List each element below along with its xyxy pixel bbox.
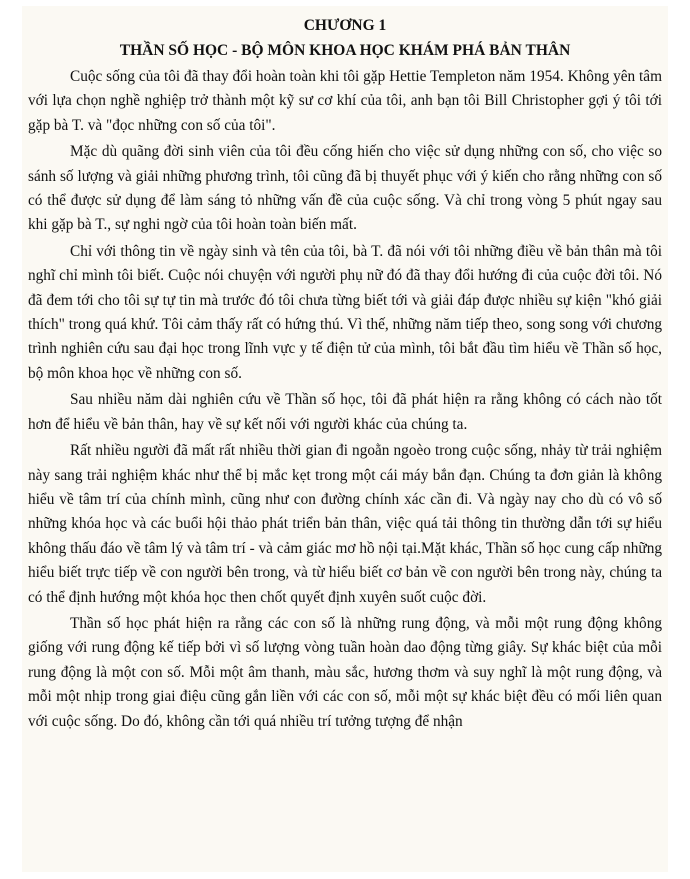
chapter-title: THẦN SỐ HỌC - BỘ MÔN KHOA HỌC KHÁM PHÁ BẢN THÂN xyxy=(119,42,571,59)
document-page xyxy=(22,6,668,872)
paragraph: Chỉ với thông tin về ngày sinh và tên của tôi, bà T. đã nói với tôi những điều về bản thân mà tôi nghĩ chỉ mình tôi biết. Cuộc nói chuyện với người phụ nữ đó đã thay đổi hướng đi của cuộc đời tôi. Nó đã đem tới cho tôi sự tự tin mà trước đó tôi chưa từng biết tới và giải đáp được nhiều sự kiện "khó giải thích" trong quá khứ. Tôi cảm thấy rất có hứng thú. Vì thế, những năm tiếp theo, song song với chương trình nghiên cứu sau đại học trong lĩnh vực y tế điện tử của mình, tôi bắt đầu tìm hiểu về Thần số học, bộ môn khoa học về những con số. xyxy=(28,242,662,382)
paragraph: Sau nhiều năm dài nghiên cứu về Thần số học, tôi đã phát hiện ra rằng không có cách nào tốt hơn để hiểu về bản thân, hay về sự kết nối với người khác của chúng ta. xyxy=(28,391,662,433)
paragraph: Rất nhiều người đã mất rất nhiều thời gian đi ngoằn ngoèo trong cuộc sống, nhảy từ trải nghiệm này sang trải nghiệm khác như thể bị mắc kẹt trong một cái máy bắn đạn. Chúng ta đơn giản là không hiểu về tâm trí của chính mình, cũng như con đường chính xác cần đi. Và ngày nay cho dù có vô số những khóa học và các buổi hội thảo phát triển bản thân, việc quá tải thông tin thường dẫn tới sự hiểu không thấu đáo về tâm lý và tâm trí - và cảm giác mơ hồ nội tại.Mặt khác, Thần số học cung cấp những hiểu biết trực tiếp về con người bên trong, và từ hiểu biết cơ bản về con người bên trong này, chúng ta có thể định hướng một khóa học then chốt quyết định xuyên suốt cuộc đời. xyxy=(28,442,662,606)
paragraph: Cuộc sống của tôi đã thay đổi hoàn toàn khi tôi gặp Hettie Templeton năm 1954. Không yên tâm với lựa chọn nghề nghiệp trở thành một kỹ sư cơ khí của tôi, anh bạn tôi Bill Christopher gợi ý tôi tới gặp bà T. và "đọc những con số của tôi". xyxy=(28,68,662,134)
paragraph: Mặc dù quãng đời sinh viên của tôi đều cống hiến cho việc sử dụng những con số, cho việc so sánh số lượng và giải những phương trình, tôi cũng đã bị thuyết phục với ý kiến cho rằng những con số có thể được sử dụng để làm sáng tỏ những vấn đề của cuộc sống. Và chỉ trong vòng 5 phút ngay sau khi gặp bà T., sự nghi ngờ của tôi hoàn toàn biến mất. xyxy=(28,143,662,234)
chapter-label: CHƯƠNG 1 xyxy=(303,17,387,34)
paragraph: Thần số học phát hiện ra rằng các con số là những rung động, và mỗi một rung động không giống với rung động kế tiếp bởi vì số lượng vòng tuần hoàn dao động từng giây. Sự khác biệt của mỗi rung động là một con số. Mỗi một âm thanh, màu sắc, hương thơm và suy nghĩ là một rung động, và mỗi một nhịp trong giai điệu cũng gắn liền với các con số, mỗi một sự khác biệt đều có mối liên quan với cuộc sống. Do đó, không cần tới quá nhiều trí tưởng tượng để nhận xyxy=(28,614,662,730)
